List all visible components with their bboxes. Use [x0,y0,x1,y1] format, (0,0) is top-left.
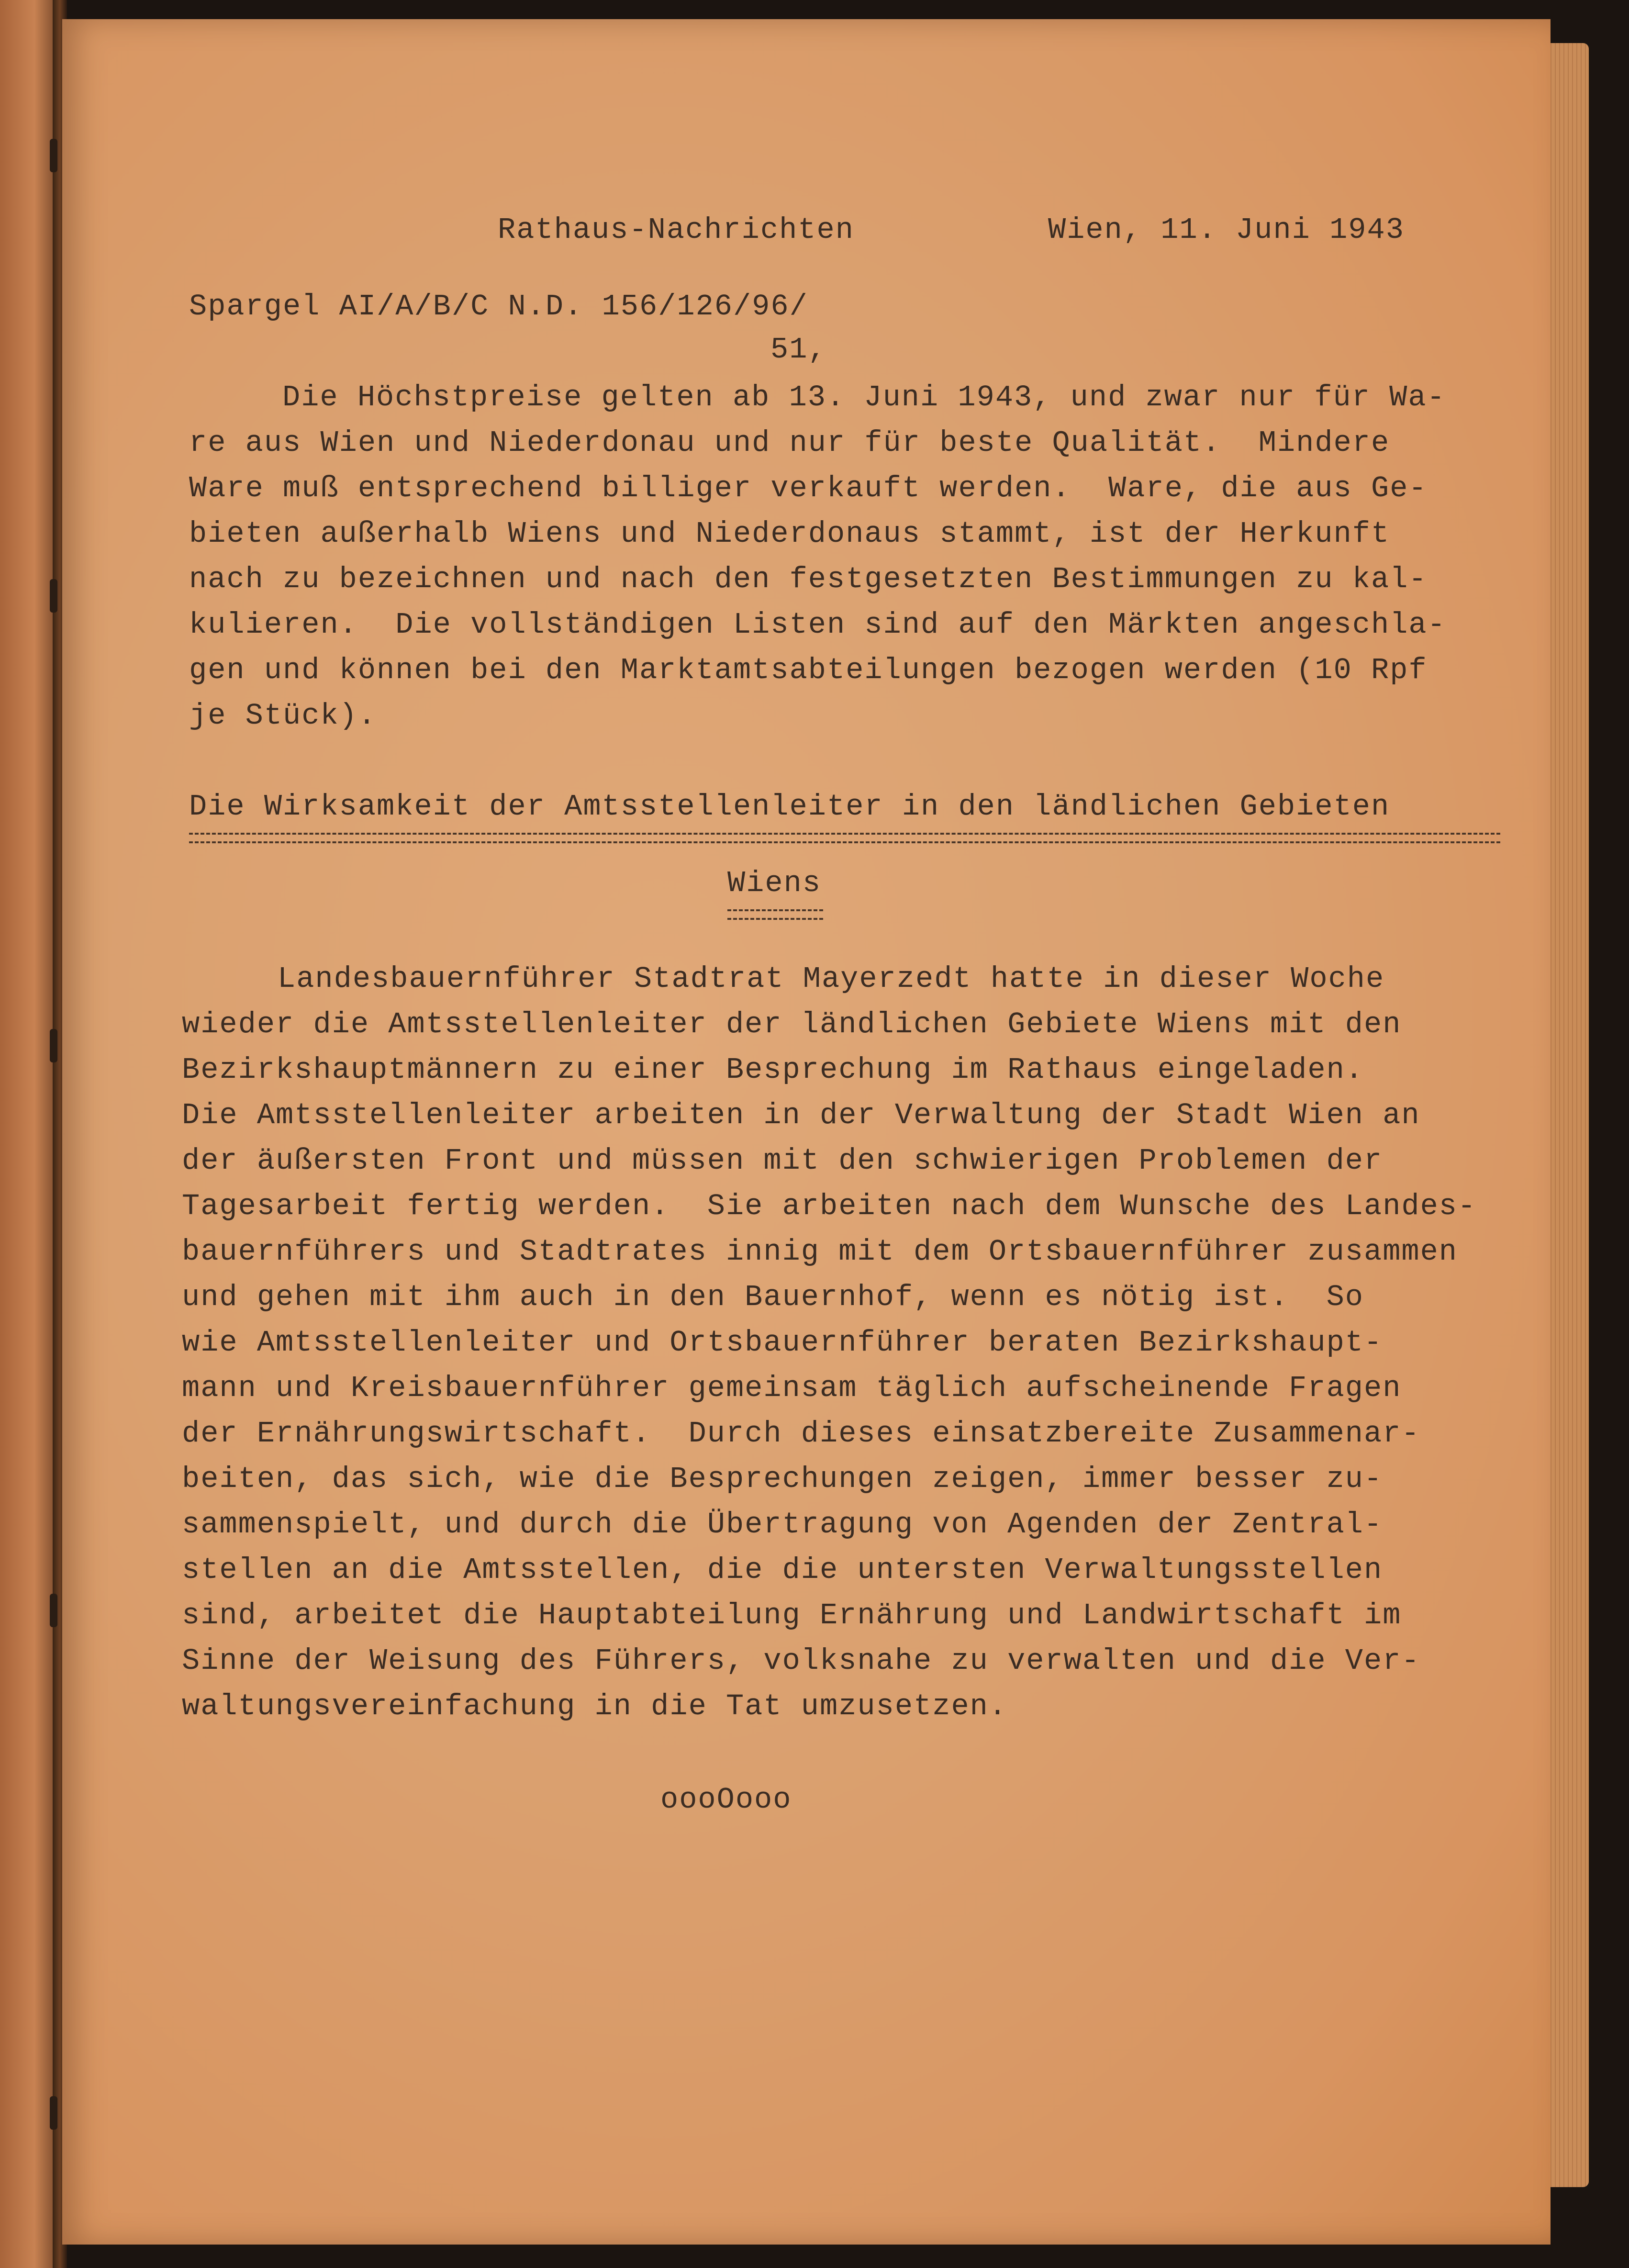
paragraph-line: der äußersten Front und müssen mit den schwierigen Problemen der [182,1144,1383,1178]
headline-line-1: Die Wirksamkeit der Amtsstellenleiter in den ländlichen Gebieten [189,790,1390,824]
binding-stitch [50,579,57,613]
headline-line-2: Wiens [727,866,822,900]
document-page [62,19,1551,2245]
paragraph-line: wie Amtsstellenleiter und Ortsbauernführer beraten Bezirkshaupt- [182,1326,1383,1360]
paragraph-line: und gehen mit ihm auch in den Bauernhof, wenn es nötig ist. So [182,1280,1364,1314]
paragraph-line: bieten außerhalb Wiens und Niederdonaus stammt, ist der Herkunft [189,517,1390,551]
paragraph-line: Tagesarbeit fertig werden. Sie arbeiten nach dem Wunsche des Landes- [182,1189,1477,1223]
end-mark: oooOooo [660,1783,792,1817]
binding-stitch [50,139,57,172]
paragraph-line: kulieren. Die vollständigen Listen sind auf den Märkten angeschla- [189,608,1446,642]
paragraph-line: Landesbauernführer Stadtrat Mayerzedt hatte in dieser Woche [278,962,1385,996]
paragraph-line: wieder die Amtsstellenleiter der ländlichen Gebiete Wiens mit den [182,1007,1402,1041]
left-page-edge [0,0,57,2268]
paragraph-line: nach zu bezeichnen und nach den festgesetzten Bestimmungen zu kal- [189,562,1428,596]
reference-line-2: 51, [770,333,827,367]
paragraph-line: Die Amtsstellenleiter arbeiten in der Verwaltung der Stadt Wien an [182,1098,1420,1132]
paragraph-line: der Ernährungswirtschaft. Durch dieses einsatzbereite Zusammenar- [182,1417,1420,1451]
double-underline [727,909,823,920]
binding-stitch [50,2096,57,2130]
binding-stitch [50,1029,57,1062]
binding-stitch [50,1594,57,1627]
paragraph-line: Bezirkshauptmännern zu einer Besprechung im Rathaus eingeladen. [182,1053,1364,1087]
paragraph-line: sammenspielt, und durch die Übertragung von Agenden der Zentral- [182,1508,1383,1542]
paragraph-line: Sinne der Weisung des Führers, volksnahe zu verwalten und die Ver- [182,1644,1420,1678]
header-source: Rathaus-Nachrichten [498,213,854,247]
paragraph-line: je Stück). [189,699,377,733]
paragraph-line: bauernführers und Stadtrates innig mit dem Ortsbauernführer zusammen [182,1235,1458,1269]
paragraph-line: mann und Kreisbauernführer gemeinsam täglich aufscheinende Fragen [182,1371,1402,1405]
paragraph-line: gen und können bei den Marktamtsabteilungen bezogen werden (10 Rpf [189,653,1428,687]
paragraph-line: Ware muß entsprechend billiger verkauft werden. Ware, die aus Ge- [189,471,1428,505]
paragraph-line: waltungsvereinfachung in die Tat umzusetzen. [182,1689,1008,1723]
paragraph-line: Die Höchstpreise gelten ab 13. Juni 1943, und zwar nur für Wa- [282,380,1446,414]
double-underline [189,833,1500,843]
paragraph-line: sind, arbeitet die Hauptabteilung Ernährung und Landwirtschaft im [182,1598,1402,1632]
header-date: Wien, 11. Juni 1943 [1048,213,1405,247]
reference-line-1: Spargel AI/A/B/C N.D. 156/126/96/ [189,290,808,324]
paragraph-line: beiten, das sich, wie die Besprechungen zeigen, immer besser zu- [182,1462,1383,1496]
paragraph-line: stellen an die Amtsstellen, die die untersten Verwaltungsstellen [182,1553,1383,1587]
paragraph-line: re aus Wien und Niederdonau und nur für beste Qualität. Mindere [189,426,1390,460]
